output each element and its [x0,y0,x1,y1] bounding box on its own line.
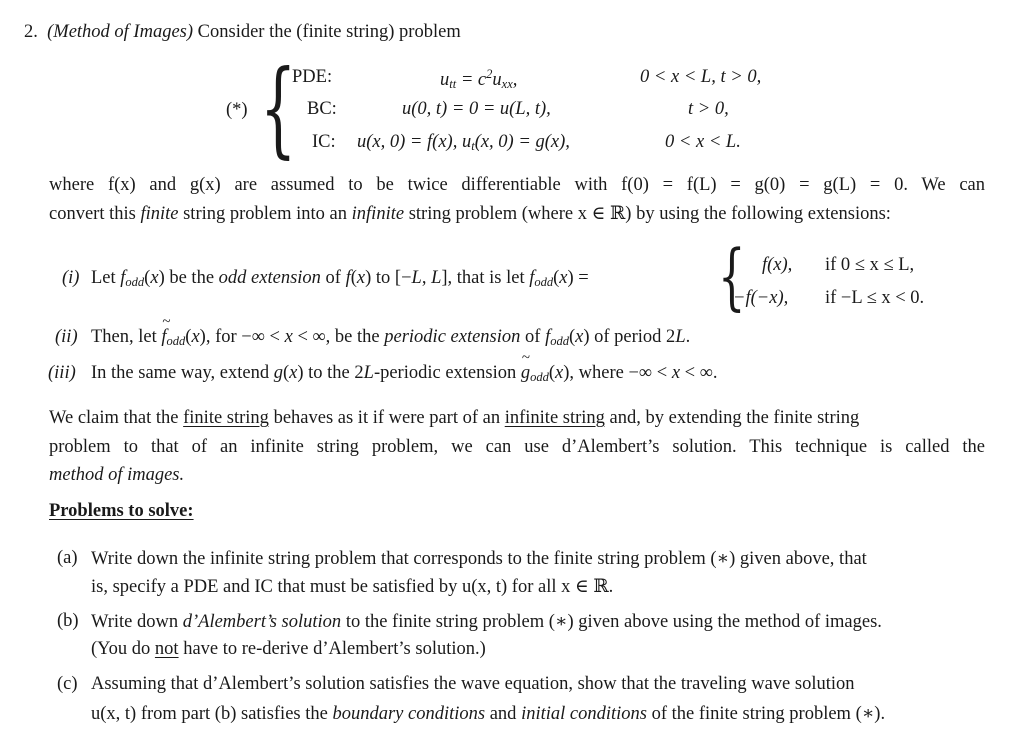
problem-number: 2. [24,22,38,42]
part-c-line2: u(x, t) from part (b) satisfies the boundary conditions and initial conditions of the finite string problem (∗). [91,704,886,724]
problem-intro: Consider the (finite string) problem [197,22,461,42]
para2-line3: method of images. [49,465,185,485]
system-label: (*) [226,100,248,120]
case1-cond: if 0 ≤ x ≤ L, [825,255,915,275]
extension-i-text: Let $f_{odd}(x)$ be the odd extension of f(x) to [−L, L], that is let $f_{odd}(x)$ = [91,268,589,289]
part-a-line1: Write down the infinite string problem that corresponds to the finite string problem (∗) given above, that [91,549,867,569]
problems-heading: Problems to solve: [49,501,194,521]
row-ic-label: IC: [312,132,336,152]
problem-heading [24,22,461,43]
row-pde-condition: 0 < x < L, t > 0, [640,67,762,87]
para1-line2: convert this finite string problem into an infinite string problem (where x ∈ ℝ) by using the following extensions: [49,204,891,224]
row-bc-equation: u(0, t) = 0 = u(L, t), [402,99,551,119]
case2-cond: if −L ≤ x < 0. [825,288,925,308]
part-c-marker: (c) [57,674,78,694]
para2-line2: problem to that of an infinite string problem, we can use d’Alembert’s solution. This technique is called the [49,437,985,457]
row-pde-equation: $u_{tt} = c^2u_{xx}$, [440,67,518,91]
para1-line1: where f(x) and g(x) are assumed to be twice differentiable with f(0) = f(L) = g(0) = g(L) = 0. We can [49,175,985,195]
extension-marker-iii: (iii) [48,363,76,383]
row-pde-label: PDE: [292,67,333,87]
case2-expr: −f(−x), [733,288,789,308]
row-bc-label: BC: [307,99,337,119]
part-b-line1: Write down d’Alembert’s solution to the finite string problem (∗) given above using the method of images. [91,612,882,632]
part-b-marker: (b) [57,611,79,631]
para2-line1: We claim that the finite string behaves as it if were part of an infinite string and, by extending the finite string [49,408,860,428]
extension-iii-text: In the same way, extend g(x) to the 2L-periodic extension ~ $g_{odd}(x)$, where −∞ < x < ∞. [91,363,718,385]
left-brace: { [260,47,297,169]
extension-marker-i: (i) [62,268,80,288]
extension-ii-text: Then, let ~ $f_{odd}(x)$, for −∞ < x < ∞, be the periodic extension of $f_{odd}(x)$ of period 2L. [91,327,690,349]
part-a-line2: is, specify a PDE and IC that must be satisfied by u(x, t) for all x ∈ ℝ. [91,577,614,597]
part-a-marker: (a) [57,548,78,568]
extension-marker-ii: (ii) [55,327,78,347]
row-bc-condition: t > 0, [688,99,729,119]
part-b-line2: (You do not have to re-derive d’Alembert’s solution.) [91,639,486,659]
case1-expr: f(x), [762,255,793,275]
problem-title: (Method of Images) [47,22,194,42]
cases-brace: { [718,234,746,318]
row-ic-equation: u(x, 0) = f(x), $u_t(x$, 0) = g(x), [357,132,570,153]
row-ic-condition: 0 < x < L. [665,132,741,152]
part-c-line1: Assuming that d’Alembert’s solution satisfies the wave equation, show that the traveling wave solution [91,674,855,694]
